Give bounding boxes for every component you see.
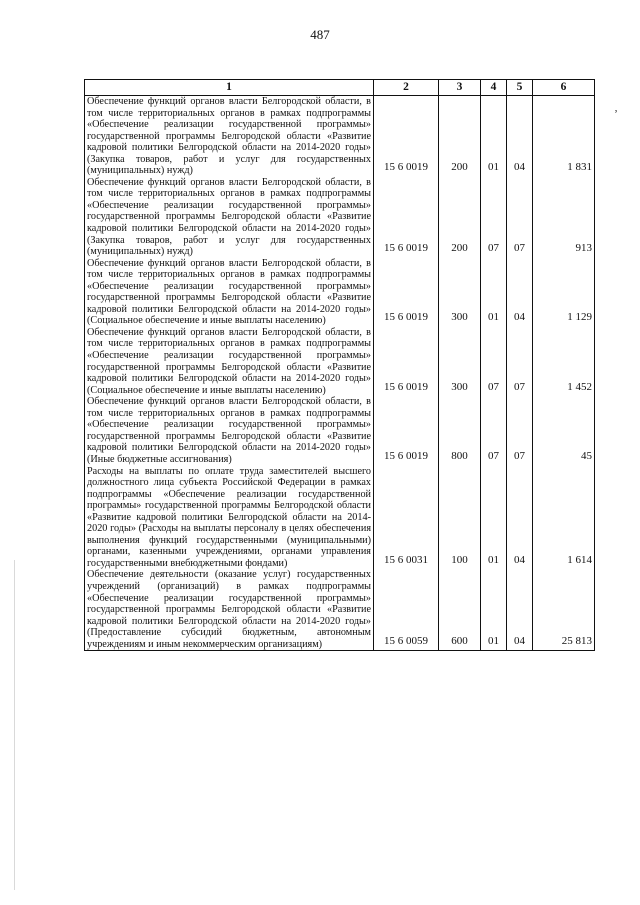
expense-type: 100 — [451, 553, 468, 566]
section-code: 01 — [488, 553, 499, 566]
expense-description: Обеспечение функций органов власти Белгородской области, в том числе территориальных органов в рамках подпрограммы «Обеспечение реализации государственной программы» государственной программы Белгородской области «Развитие кадровой политики Белгородской области на 2014-2020 годы» (Закупка товаров, работ и услуг для государственных (муниципальных) нужд) — [85, 177, 374, 258]
target-code: 15 6 0019 — [384, 161, 428, 174]
subsection-code: 07 — [514, 380, 525, 393]
subsection-code: 07 — [514, 449, 525, 462]
section-code: 07 — [488, 380, 499, 393]
target-code: 15 6 0019 — [384, 311, 428, 324]
page-number: 487 — [310, 27, 330, 42]
expense-type: 300 — [451, 311, 468, 324]
amount: 1 129 — [567, 311, 592, 324]
column-header: 3 — [439, 80, 481, 96]
expense-description: Обеспечение функций органов власти Белгородской области, в том числе территориальных органов в рамках подпрограммы «Обеспечение реализации государственной программы» государственной программы Белгородской области «Развитие кадровой политики Белгородской области на 2014-2020 годы» (Иные бюджетные ассигнования) — [85, 396, 374, 465]
subsection-code: 04 — [514, 634, 525, 647]
table-row — [85, 569, 595, 650]
table-row — [85, 396, 595, 465]
subsection-code: 04 — [514, 161, 525, 174]
subsection-code: 04 — [514, 553, 525, 566]
expense-description: Обеспечение деятельности (оказание услуг) государственных учреждений (организаций) в рамках подпрограммы «Обеспечение реализации государственной программы» государственной программы Белгородской области «Развитие кадровой политики Белгородской области на 2014-2020 годы» (Предоставление субсидий бюджетным, автономным учреждениям и иным некоммерческим организациям) — [85, 569, 374, 650]
table-row — [85, 466, 595, 570]
amount: 1 831 — [567, 161, 592, 174]
section-code: 07 — [488, 449, 499, 462]
amount: 1 614 — [567, 553, 592, 566]
column-header: 2 — [374, 80, 439, 96]
subsection-code: 04 — [514, 311, 525, 324]
column-header: 6 — [533, 80, 595, 96]
table-row — [85, 258, 595, 327]
amount: 1 452 — [567, 380, 592, 393]
scan-edge-line — [14, 560, 15, 890]
column-header: 5 — [507, 80, 533, 96]
expense-description: Обеспечение функций органов власти Белгородской области, в том числе территориальных органов в рамках подпрограммы «Обеспечение реализации государственной программы» государственной программы Белгородской области «Развитие кадровой политики Белгородской области на 2014-2020 годы» (Социальное обеспечение и иные выплаты населению) — [85, 258, 374, 327]
budget-table — [84, 79, 595, 651]
table-row — [85, 96, 595, 177]
column-header: 4 — [481, 80, 507, 96]
expense-type: 300 — [451, 380, 468, 393]
target-code: 15 6 0019 — [384, 449, 428, 462]
expense-description: Обеспечение функций органов власти Белгородской области, в том числе территориальных органов в рамках подпрограммы «Обеспечение реализации государственной программы» государственной программы Белгородской области «Развитие кадровой политики Белгородской области на 2014-2020 годы» (Социальное обеспечение и иные выплаты населению) — [85, 327, 374, 396]
column-header: 1 — [85, 80, 374, 96]
expense-type: 200 — [451, 242, 468, 255]
table-header-row — [85, 80, 595, 96]
margin-mark: ‚ — [614, 100, 618, 114]
expense-description: Обеспечение функций органов власти Белгородской области, в том числе территориальных органов в рамках подпрограммы «Обеспечение реализации государственной программы» государственной программы Белгородской области «Развитие кадровой политики Белгородской области на 2014-2020 годы» (Закупка товаров, работ и услуг для государственных (муниципальных) нужд) — [85, 96, 374, 177]
amount: 913 — [575, 242, 592, 255]
section-code: 01 — [488, 161, 499, 174]
expense-description: Расходы на выплаты по оплате труда заместителей высшего должностного лица субъекта Российской Федерации в рамках подпрограммы «Обеспечение реализации государственной программы» государственной программы Белгородской области «Развитие кадровой политики Белгородской области на 2014-2020 годы» (Расходы на выплаты персоналу в целях обеспечения выполнения функций государственными (муниципальными) органами, казенными учреждениями, органами управления государственными внебюджетными фондами) — [85, 466, 374, 570]
section-code: 01 — [488, 311, 499, 324]
table-row — [85, 327, 595, 396]
expense-type: 200 — [451, 161, 468, 174]
target-code: 15 6 0019 — [384, 242, 428, 255]
expense-type: 800 — [451, 449, 468, 462]
target-code: 15 6 0059 — [384, 634, 428, 647]
expense-type: 600 — [451, 634, 468, 647]
target-code: 15 6 0019 — [384, 380, 428, 393]
subsection-code: 07 — [514, 242, 525, 255]
section-code: 07 — [488, 242, 499, 255]
amount: 45 — [581, 449, 592, 462]
table-row — [85, 177, 595, 258]
amount: 25 813 — [561, 634, 592, 647]
target-code: 15 6 0031 — [384, 553, 428, 566]
section-code: 01 — [488, 634, 499, 647]
